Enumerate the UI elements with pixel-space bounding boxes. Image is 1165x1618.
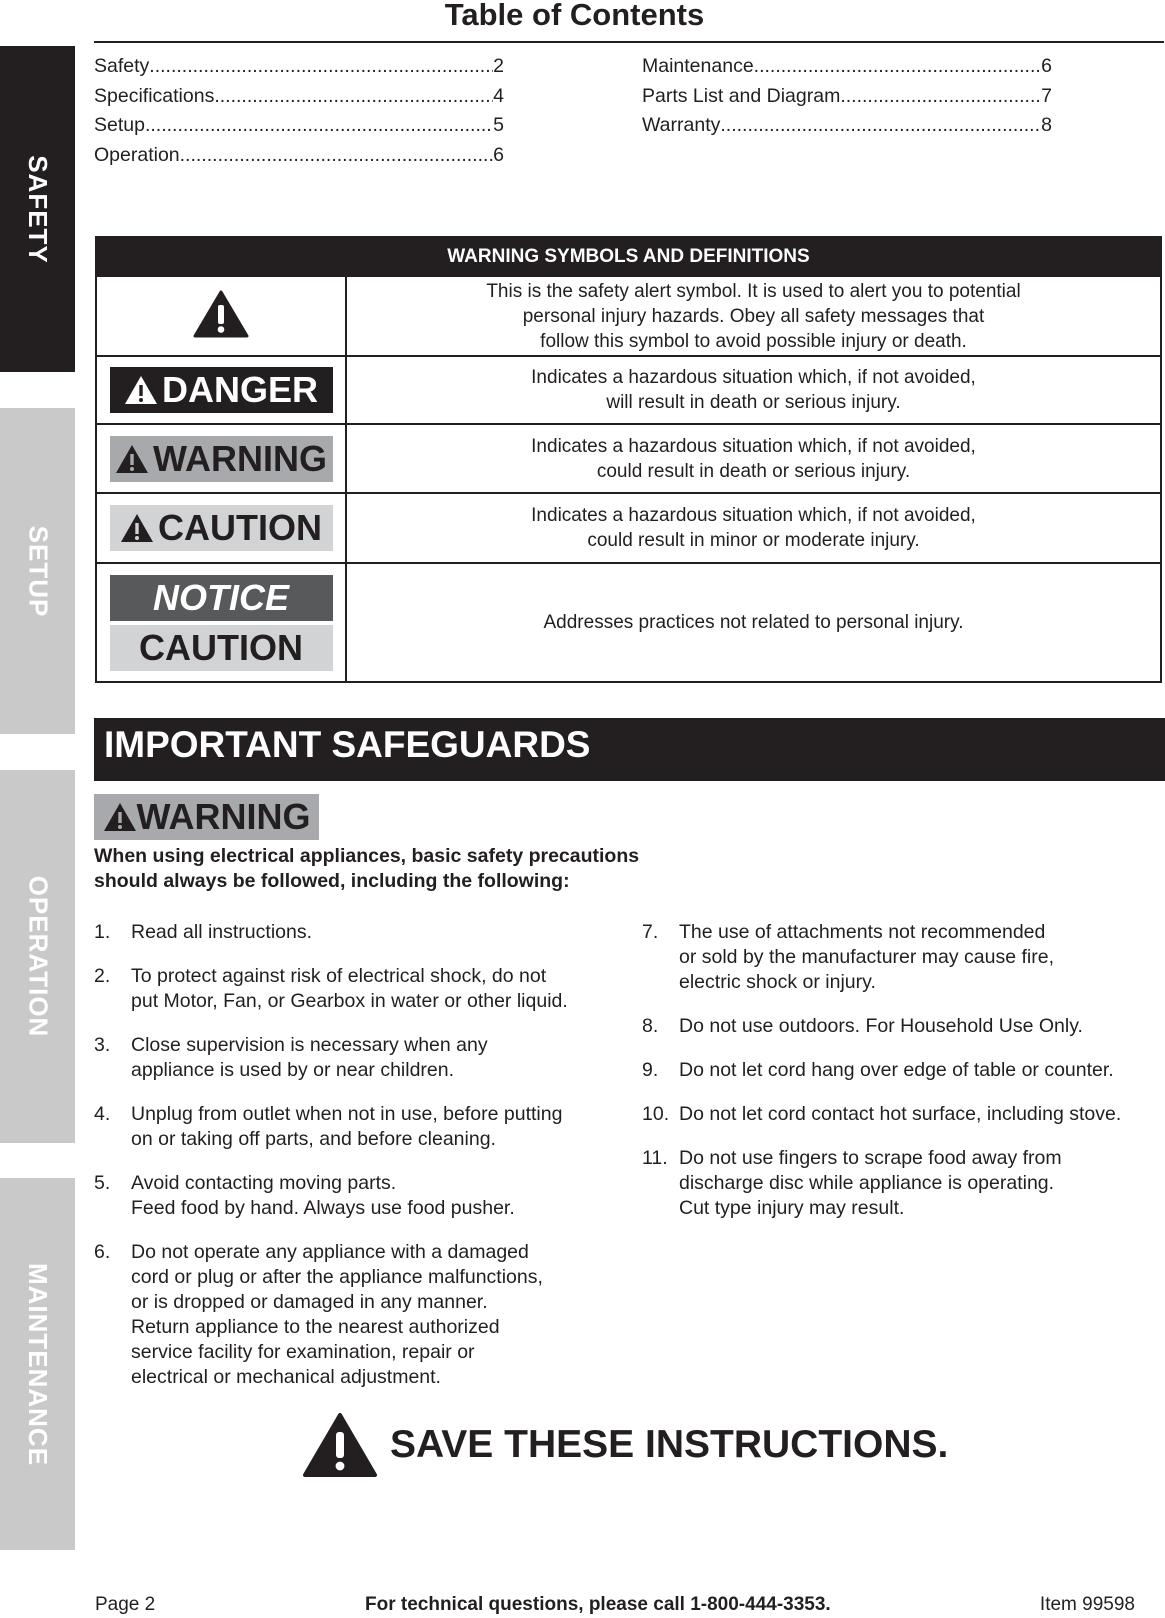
warning-table-header: WARNING SYMBOLS AND DEFINITIONS xyxy=(96,237,1161,276)
warning-signal-word xyxy=(110,436,333,482)
side-tab-operation xyxy=(0,770,75,1143)
toc-page: 4 xyxy=(493,84,504,107)
toc-leader xyxy=(214,82,493,112)
notice-symbol-cell xyxy=(96,563,346,682)
item-text: Avoid contacting moving parts. Feed food by hand. Always use food pusher. xyxy=(131,1172,515,1219)
toc-page: 2 xyxy=(493,55,504,77)
toc-entry xyxy=(642,52,1052,82)
side-tab-label: SAFETY xyxy=(23,154,54,264)
item-number: 10. xyxy=(642,1103,670,1125)
item-number: 6. xyxy=(94,1241,111,1263)
danger-definition: Indicates a hazardous situation which, if not avoided, will result in death or serious injury. xyxy=(346,356,1161,424)
toc-page: 6 xyxy=(1041,55,1052,77)
alert-triangle-icon xyxy=(115,444,149,474)
danger-symbol-cell xyxy=(96,356,346,424)
item-number: 11. xyxy=(642,1147,668,1169)
list-item xyxy=(94,920,604,945)
item-number: 4. xyxy=(94,1103,111,1125)
toc-right-column xyxy=(642,52,1052,141)
list-item xyxy=(642,920,1162,995)
toc-label: Specifications xyxy=(94,84,215,107)
list-item xyxy=(642,1102,1162,1127)
toc-entry xyxy=(642,111,1052,141)
toc-left-column xyxy=(94,52,504,170)
side-tab-safety xyxy=(0,46,75,372)
toc-label: Warranty xyxy=(642,114,721,136)
side-tab-maintenance xyxy=(0,1178,75,1550)
caution-signal-word xyxy=(110,505,333,551)
toc-leader xyxy=(180,141,494,171)
warning-definition: Indicates a hazardous situation which, if not avoided, could result in death or serious injury. xyxy=(346,424,1161,493)
notice-signal-word xyxy=(110,575,333,621)
item-number: 9. xyxy=(642,1059,659,1081)
toc-leader xyxy=(840,82,1041,112)
toc-entry xyxy=(94,111,504,141)
safeguards-banner: IMPORTANT SAFEGUARDS xyxy=(94,718,1165,781)
item-number: 5. xyxy=(94,1172,111,1194)
warning-symbol-cell xyxy=(96,424,346,493)
item-text: Do not operate any appliance with a damaged cord or plug or after the appliance malfunctions, or is dropped or damaged in any manner. Return appliance to the nearest authorized service facility for examination, repair or electrical or mechanical adjustment. xyxy=(131,1241,543,1388)
item-text: Close supervision is necessary when any appliance is used by or near children. xyxy=(131,1034,488,1081)
item-text: Unplug from outlet when not in use, before putting on or taking off parts, and before cleaning. xyxy=(131,1103,563,1150)
list-item xyxy=(642,1014,1162,1039)
side-tab-setup xyxy=(0,408,75,734)
alert-definition: This is the safety alert symbol. It is used to alert you to potential personal injury hazards. Obey all safety messages that follow this symbol to avoid possible injury or death. xyxy=(346,276,1161,356)
toc-leader xyxy=(145,111,493,141)
toc-entry xyxy=(94,141,504,171)
toc-label: Safety xyxy=(94,55,150,77)
item-number: 3. xyxy=(94,1034,111,1056)
item-text: Do not use fingers to scrape food away from discharge disc while appliance is operating. Cut type injury may result. xyxy=(679,1147,1062,1219)
toc-page: 7 xyxy=(1041,84,1052,107)
save-instructions xyxy=(302,1412,948,1478)
list-item xyxy=(94,1102,604,1152)
safeguards-list-left xyxy=(94,920,604,1409)
alert-triangle-icon xyxy=(120,513,154,543)
safeguards-list-right xyxy=(642,920,1162,1240)
list-item xyxy=(94,1033,604,1083)
side-tab-label: SETUP xyxy=(23,525,53,617)
safety-alert-icon xyxy=(302,1412,378,1478)
toc-leader xyxy=(720,111,1041,141)
list-item xyxy=(94,1240,604,1390)
item-number: 8. xyxy=(642,1015,659,1037)
save-instructions-text: SAVE THESE INSTRUCTIONS. xyxy=(390,1423,949,1466)
toc-entry xyxy=(642,82,1052,112)
list-item xyxy=(94,964,604,1014)
side-tab-label: OPERATION xyxy=(23,875,54,1038)
safeguards-warning-label: WARNING xyxy=(136,796,311,837)
toc-page: 8 xyxy=(1041,114,1052,136)
list-item xyxy=(642,1146,1162,1221)
caution-label: CAUTION xyxy=(158,507,322,548)
danger-label: DANGER xyxy=(161,369,318,410)
safeguards-warning-signal xyxy=(94,794,319,840)
alert-triangle-icon xyxy=(103,802,137,832)
list-item xyxy=(94,1171,604,1221)
notice-label: NOTICE xyxy=(152,576,289,618)
toc-entry xyxy=(94,52,504,82)
alert-triangle-icon xyxy=(124,375,158,405)
caution-definition: Indicates a hazardous situation which, if not avoided, could result in minor or moderate injury. xyxy=(346,493,1161,563)
toc-page: 6 xyxy=(493,143,504,166)
toc-page: 5 xyxy=(493,114,504,136)
footer-tech-support: For technical questions, please call 1-800-444-3353. xyxy=(365,1594,831,1615)
toc-entry xyxy=(94,82,504,112)
toc-leader xyxy=(149,52,493,82)
toc-divider xyxy=(94,41,1164,43)
notice-caution-label: CAUTION xyxy=(139,626,303,668)
toc-label: Operation xyxy=(94,143,180,166)
item-text: The use of attachments not recommended or sold by the manufacturer may cause fire, electric shock or injury. xyxy=(679,921,1055,993)
danger-signal-word xyxy=(110,367,333,413)
item-text: Do not let cord contact hot surface, including stove. xyxy=(679,1103,1122,1125)
toc-label: Parts List and Diagram xyxy=(642,84,841,107)
caution-symbol-cell xyxy=(96,493,346,563)
notice-caution-signal-word xyxy=(110,625,333,671)
footer-item-number: Item 99598 xyxy=(1039,1594,1135,1615)
warning-symbols-table xyxy=(95,236,1162,683)
item-text: Do not use outdoors. For Household Use Only. xyxy=(679,1015,1083,1037)
toc-title: Table of Contents xyxy=(444,0,705,32)
toc-leader xyxy=(754,52,1041,82)
safeguards-intro: When using electrical appliances, basic safety precautions should always be followed, including the following: xyxy=(94,845,640,892)
item-text: Do not let cord hang over edge of table or counter. xyxy=(679,1059,1114,1081)
list-item xyxy=(642,1058,1162,1083)
item-number: 1. xyxy=(94,921,111,943)
notice-definition: Addresses practices not related to personal injury. xyxy=(346,563,1161,682)
toc-label: Maintenance xyxy=(642,55,754,77)
footer-page-number: Page 2 xyxy=(95,1594,156,1615)
item-text: Read all instructions. xyxy=(131,921,313,943)
warning-label: WARNING xyxy=(153,437,327,479)
item-text: To protect against risk of electrical shock, do not put Motor, Fan, or Gearbox in water or other liquid. xyxy=(131,965,568,1012)
item-number: 2. xyxy=(94,965,111,987)
alert-symbol-cell xyxy=(96,276,346,356)
item-number: 7. xyxy=(642,921,659,943)
safety-alert-icon xyxy=(193,290,249,338)
side-tab-label: MAINTENANCE xyxy=(23,1262,54,1466)
toc-label: Setup xyxy=(94,114,145,136)
